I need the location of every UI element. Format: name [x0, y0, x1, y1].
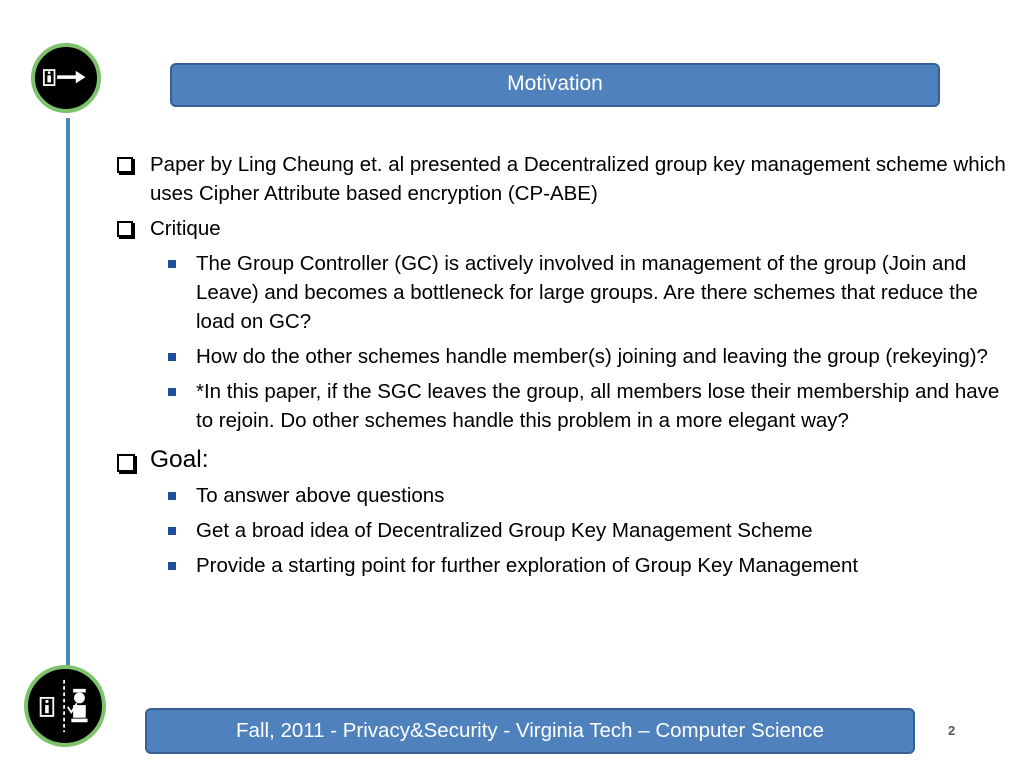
- bullet-level2: [110, 516, 1015, 545]
- timeline-rail: [66, 118, 70, 670]
- bullet-text: To answer above questions: [196, 484, 445, 507]
- bullet-text: Paper by Ling Cheung et. al presented a Decentralized group key management scheme which uses Cipher Attribute based encryption (CP-ABE): [150, 153, 1006, 205]
- square-bullet-icon: [168, 527, 176, 535]
- checkbox-bullet-icon: [117, 157, 133, 173]
- square-bullet-icon: [168, 260, 176, 268]
- bullet-text: How do the other schemes handle member(s) joining and leaving the group (rekeying)?: [196, 345, 988, 368]
- bullet-text: Get a broad idea of Decentralized Group Key Management Scheme: [196, 519, 813, 542]
- square-bullet-icon: [168, 353, 176, 361]
- checkbox-bullet-icon: [117, 454, 135, 472]
- square-bullet-icon: [168, 388, 176, 396]
- bullet-text: Provide a starting point for further exploration of Group Key Management: [196, 554, 859, 577]
- bullet-text: Goal:: [150, 446, 209, 473]
- bullet-level1: [110, 150, 1015, 208]
- bullet-level2: [110, 249, 1015, 336]
- square-bullet-icon: [168, 562, 176, 570]
- bullet-text: *In this paper, if the SGC leaves the group, all members lose their membership and have to rejoin. Do other schemes handle this problem in a more elegant way?: [196, 380, 1000, 432]
- exit-sign-icon: [31, 43, 101, 113]
- square-bullet-icon: [168, 492, 176, 500]
- security-guard-icon: [24, 665, 106, 747]
- slide-title: Motivation: [170, 63, 940, 107]
- bullet-level1-goal: [110, 445, 1015, 475]
- page-number: 2: [948, 723, 956, 738]
- bullet-level2: [110, 551, 1015, 580]
- bullet-text: Critique: [150, 217, 221, 240]
- bullet-level1: [110, 214, 1015, 243]
- slide-content: [110, 150, 1015, 586]
- bullet-text: The Group Controller (GC) is actively involved in management of the group (Join and Leave) and becomes a bottleneck for large groups. Are there schemes that reduce the load on GC?: [196, 252, 978, 333]
- bullet-level2: [110, 481, 1015, 510]
- slide-footer: Fall, 2011 - Privacy&Security - Virginia Tech – Computer Science: [145, 708, 915, 754]
- bullet-level2: [110, 342, 1015, 371]
- checkbox-bullet-icon: [117, 221, 133, 237]
- bullet-level2: [110, 377, 1015, 435]
